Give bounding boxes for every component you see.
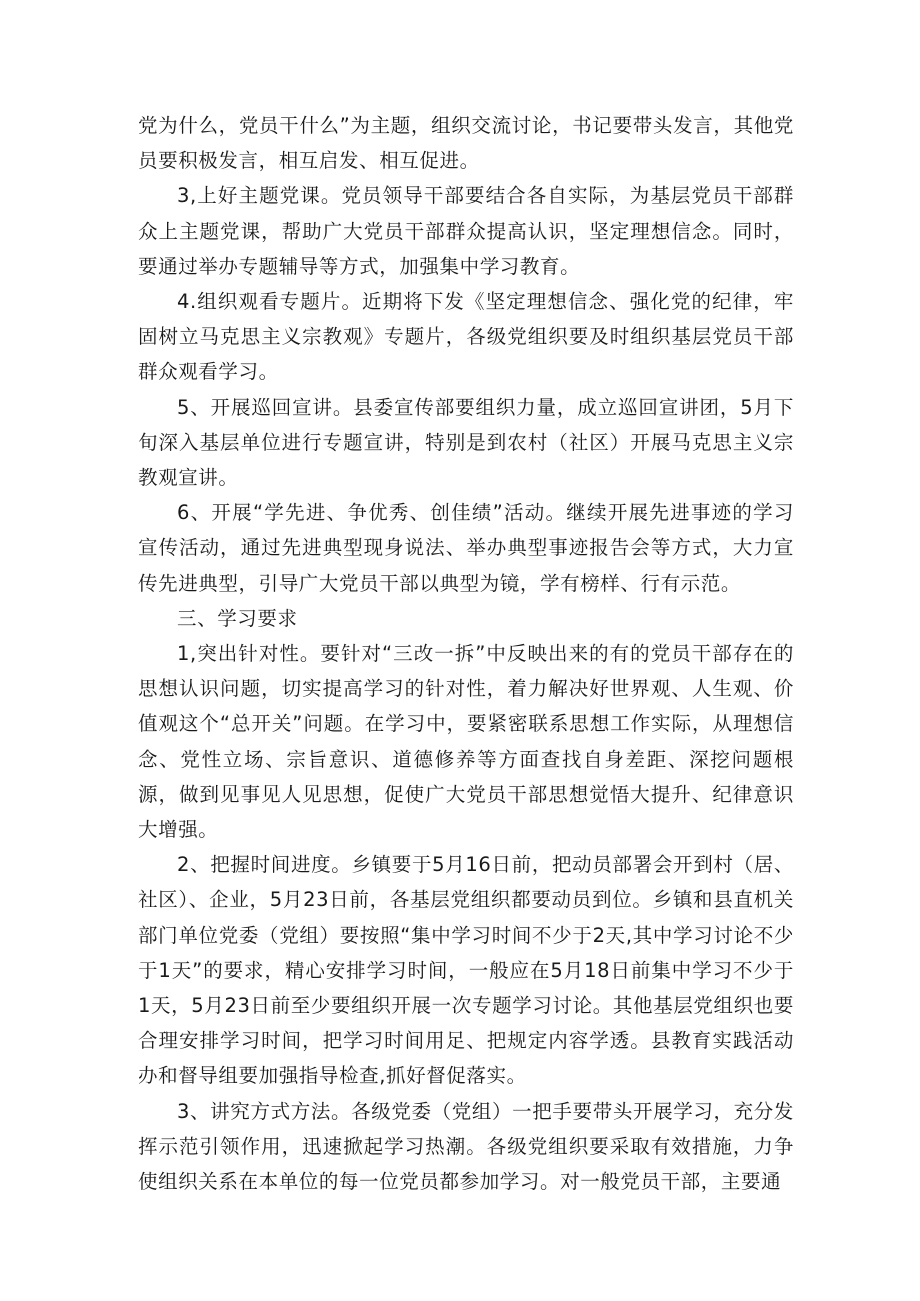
paragraph-item-4: 4.组织观看专题片。近期将下发《坚定理想信念、强化党的纪律，牢固树立马克思主义宗教观》专题片，各级党组织要及时组织基层党员干部群众观看学习。 <box>138 290 794 384</box>
paragraph-item-5: 5、开展巡回宣讲。县委宣传部要组织力量，成立巡回宣讲团，5月下旬深入基层单位进行专题宣讲，特别是到农村（社区）开展马克思主义宗教观宣讲。 <box>138 395 794 490</box>
paragraph-requirement-2: 2、把握时间进度。乡镇要于5月16日前，把动员部署会开到村（居、社区）、企业，5月23日前，各基层党组织都要动员到位。乡镇和县直机关部门单位党委（党组）要按照“集中学习时间不少于2天,其中学习讨论不少于1天”的要求，精心安排学习时间，一般应在5月18日前集中学习不少于1天，5月23日前至少要组织开展一次专题学习讨论。其他基层党组织也要合理安排学习时间，把学习时间用足、把规定内容学透。县教育实践活动办和督导组要加强指导检查,抓好督促落实。 <box>138 853 794 1088</box>
paragraph-requirement-1: 1,突出针对性。要针对“三改一拆”中反映出来的有的党员干部存在的思想认识问题，切实提高学习的针对性，着力解决好世界观、人生观、价值观这个“总开关”问题。在学习中，要紧密联系思想工作实际，从理想信念、党性立场、宗旨意识、道德修养等方面查找自身差距、深挖问题根源，做到见事见人见思想，促使广大党员干部思想觉悟大提升、纪律意识大增强。 <box>138 642 794 842</box>
document-body <box>138 108 794 1199</box>
paragraph-item-6: 6、开展“学先进、争优秀、创佳绩”活动。继续开展先进事迹的学习宣传活动，通过先进典型现身说法、举办典型事迹报告会等方式，大力宣传先进典型，引导广大党员干部以典型为镜，学有榜样、行有示范。 <box>138 501 794 595</box>
paragraph-continued: 党为什么，党员干什么”为主题，组织交流讨论，书记要带头发言，其他党员要积极发言，相互启发、相互促进。 <box>138 114 794 173</box>
section-heading: 三、学习要求 <box>177 606 298 630</box>
paragraph-item-3: 3,上好主题党课。党员领导干部要结合各自实际，为基层党员干部群众上主题党课，帮助广大党员干部群众提高认识，坚定理想信念。同时，要通过举办专题辅导等方式，加强集中学习教育。 <box>138 184 794 278</box>
paragraph-requirement-3: 3、讲究方式方法。各级党委（党组）一把手要带头开展学习，充分发挥示范引领作用，迅速掀起学习热潮。各级党组织要采取有效措施，力争使组织关系在本单位的每一位党员都参加学习。对一般党员干部，主要通 <box>138 1099 794 1194</box>
